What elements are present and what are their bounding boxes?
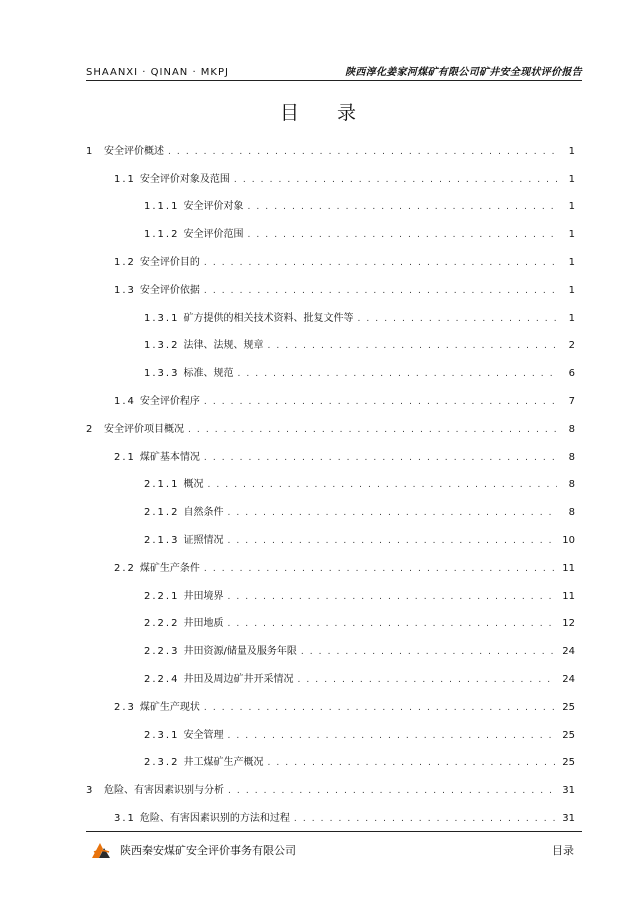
toc-entry-label: 标准、规范: [183, 368, 234, 380]
toc-entry-number: 1: [86, 145, 95, 157]
toc-entry[interactable]: [86, 221, 575, 249]
toc-dot-leader: [227, 591, 557, 603]
toc-entry-number: 2.3.1: [144, 729, 180, 741]
toc-entry[interactable]: [86, 333, 575, 361]
toc-entry-page: 25: [562, 701, 575, 713]
toc-entry-label: 井田及周边矿井开采情况: [183, 674, 294, 686]
toc-dot-leader: [247, 201, 557, 213]
toc-entry[interactable]: [86, 277, 575, 305]
toc-entry[interactable]: [86, 499, 575, 527]
toc-entry-page: 11: [562, 590, 575, 602]
toc-entry-number: 1.1.1: [144, 201, 180, 213]
toc-entry[interactable]: [86, 611, 575, 639]
toc-entry-label: 井田境界: [183, 590, 224, 602]
toc-entry-page: 8: [568, 451, 575, 463]
toc-dot-leader: [168, 146, 557, 158]
toc-entry-page: 8: [568, 423, 575, 435]
toc-dot-leader: [188, 424, 557, 436]
toc-dot-leader: [204, 563, 557, 575]
toc-entry-page: 31: [562, 813, 575, 825]
toc-entry-label: 安全评价对象: [183, 201, 244, 213]
toc-entry-label: 危险、有害因素识别的方法和过程: [139, 813, 290, 825]
toc-entry-label: 法律、法规、规章: [183, 340, 264, 352]
toc-entry-page: 8: [568, 479, 575, 491]
header-report-title: 陕西淳化姜家河煤矿有限公司矿井安全现状评价报告: [345, 67, 582, 78]
toc-entry-label: 井工煤矿生产概况: [183, 757, 264, 769]
toc-entry-label: 煤矿基本情况: [139, 451, 200, 463]
toc-entry[interactable]: [86, 416, 575, 444]
toc-dot-leader: [267, 340, 557, 352]
toc-entry-label: 安全评价项目概况: [104, 423, 184, 435]
toc-dot-leader: [237, 368, 557, 380]
toc-entry-number: 2.1.3: [144, 535, 180, 547]
toc-entry[interactable]: [86, 805, 575, 833]
toc-entry-page: 12: [562, 618, 575, 630]
toc-entry-number: 1.3.3: [144, 368, 180, 380]
toc-entry-number: 2.1: [114, 451, 136, 463]
table-of-contents: [86, 138, 575, 833]
toc-entry-label: 安全评价概述: [104, 145, 164, 157]
footer-section-label: 目录: [552, 844, 574, 857]
toc-entry-number: 2.1.1: [144, 479, 180, 491]
header-divider: [86, 80, 582, 81]
toc-entry-label: 井田资源/储量及服务年限: [183, 646, 297, 658]
toc-entry[interactable]: [86, 722, 575, 750]
toc-entry-number: 2: [86, 423, 95, 435]
toc-dot-leader: [228, 785, 557, 797]
toc-entry-label: 证照情况: [183, 535, 224, 547]
toc-entry-label: 安全评价目的: [139, 257, 200, 269]
toc-dot-leader: [204, 285, 557, 297]
toc-entry-label: 煤矿生产条件: [139, 562, 200, 574]
toc-entry[interactable]: [86, 249, 575, 277]
toc-entry-number: 2.2: [114, 562, 136, 574]
toc-entry-label: 安全评价程序: [139, 396, 200, 408]
toc-entry-number: 3.1: [114, 813, 136, 825]
toc-entry-page: 25: [562, 757, 575, 769]
toc-dot-leader: [234, 174, 557, 186]
toc-entry-number: 1.3.2: [144, 340, 180, 352]
toc-entry-number: 2.2.4: [144, 674, 180, 686]
toc-dot-leader: [204, 702, 557, 714]
footer-divider: [86, 831, 582, 832]
toc-entry-number: 3: [86, 785, 95, 797]
toc-dot-leader: [227, 507, 557, 519]
company-logo-icon: [90, 840, 112, 860]
toc-dot-leader: [297, 674, 557, 686]
toc-dot-leader: [227, 618, 557, 630]
toc-entry-page: 1: [568, 284, 575, 296]
toc-entry-number: 2.3: [114, 701, 136, 713]
toc-entry-page: 10: [562, 535, 575, 547]
toc-dot-leader: [204, 257, 557, 269]
toc-dot-leader: [267, 757, 557, 769]
toc-entry-number: 1.3: [114, 284, 136, 296]
toc-dot-leader: [247, 229, 557, 241]
toc-entry[interactable]: [86, 638, 575, 666]
toc-entry[interactable]: [86, 694, 575, 722]
toc-entry[interactable]: [86, 777, 575, 805]
toc-entry-page: 24: [562, 646, 575, 658]
toc-entry[interactable]: [86, 360, 575, 388]
toc-entry-number: 1.1: [114, 173, 136, 185]
footer-company: [90, 840, 296, 860]
toc-entry[interactable]: [86, 666, 575, 694]
toc-entry[interactable]: [86, 388, 575, 416]
toc-entry-label: 井田地质: [183, 618, 224, 630]
toc-dot-leader: [204, 396, 557, 408]
toc-entry-page: 7: [568, 396, 575, 408]
toc-entry-label: 煤矿生产现状: [139, 701, 200, 713]
toc-entry-number: 2.2.3: [144, 646, 180, 658]
toc-entry-page: 11: [562, 562, 575, 574]
toc-entry[interactable]: [86, 472, 575, 500]
toc-entry-label: 安全管理: [183, 729, 224, 741]
toc-entry-number: 2.2.1: [144, 590, 180, 602]
toc-entry[interactable]: [86, 305, 575, 333]
page-header: [86, 62, 582, 78]
toc-entry-number: 1.2: [114, 257, 136, 269]
toc-entry-page: 24: [562, 674, 575, 686]
toc-entry[interactable]: [86, 444, 575, 472]
toc-entry-page: 6: [568, 368, 575, 380]
toc-entry-page: 8: [568, 507, 575, 519]
toc-entry[interactable]: [86, 527, 575, 555]
toc-entry-label: 矿方提供的相关技术资料、批复文件等: [183, 312, 354, 324]
toc-entry-label: 自然条件: [183, 507, 224, 519]
toc-entry-label: 安全评价对象及范围: [139, 173, 230, 185]
page-footer: [90, 838, 574, 862]
toc-entry-number: 2.2.2: [144, 618, 180, 630]
toc-entry[interactable]: [86, 750, 575, 778]
toc-dot-leader: [301, 646, 557, 658]
toc-entry-page: 1: [568, 173, 575, 185]
toc-title: 目 录: [279, 102, 373, 124]
toc-entry-number: 1.4: [114, 396, 136, 408]
toc-dot-leader: [227, 730, 557, 742]
footer-company-name: 陕西秦安煤矿安全评价事务有限公司: [120, 844, 296, 857]
toc-entry[interactable]: [86, 194, 575, 222]
header-left-text: SHAANXI · QINAN · MKPJ: [86, 67, 229, 78]
toc-entry-label: 安全评价依据: [139, 284, 200, 296]
toc-entry-page: 31: [562, 785, 575, 797]
toc-dot-leader: [227, 535, 557, 547]
toc-entry-page: 1: [568, 201, 575, 213]
toc-entry-page: 1: [568, 145, 575, 157]
toc-entry-page: 25: [562, 729, 575, 741]
toc-entry-page: 1: [568, 312, 575, 324]
toc-entry-number: 1.1.2: [144, 229, 180, 241]
toc-entry[interactable]: [86, 166, 575, 194]
toc-entry-page: 1: [568, 257, 575, 269]
toc-entry-label: 危险、有害因素识别与分析: [104, 785, 224, 797]
toc-entry-page: 1: [568, 229, 575, 241]
toc-entry-number: 1.3.1: [144, 312, 180, 324]
toc-dot-leader: [294, 813, 557, 825]
toc-entry-page: 2: [568, 340, 575, 352]
toc-entry[interactable]: [86, 138, 575, 166]
toc-entry-number: 2.1.2: [144, 507, 180, 519]
toc-entry-label: 概况: [183, 479, 204, 491]
toc-dot-leader: [207, 479, 557, 491]
toc-entry[interactable]: [86, 555, 575, 583]
toc-entry-number: 2.3.2: [144, 757, 180, 769]
toc-entry-label: 安全评价范围: [183, 229, 244, 241]
toc-dot-leader: [357, 313, 557, 325]
toc-dot-leader: [204, 452, 557, 464]
toc-entry[interactable]: [86, 583, 575, 611]
